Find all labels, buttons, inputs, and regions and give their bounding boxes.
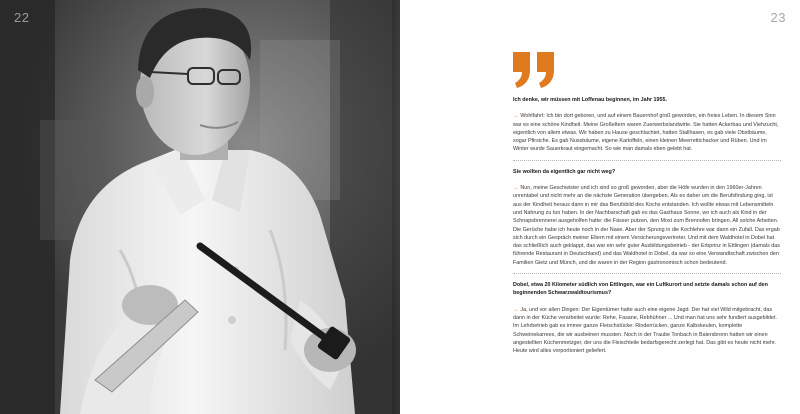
interview-question-2: Sie wollten da eigentlich gar nicht weg? (513, 168, 616, 175)
quote-icon (513, 52, 557, 88)
arrow-right-icon: → (513, 185, 519, 192)
interview-answer-2 (513, 184, 781, 267)
interview-text (513, 96, 781, 355)
interview-answer-2-text: Nun, meine Geschwister und ich sind so groß geworden, aber die Höfe wurden in den 1960er-Jahren unrentabel und nicht mehr an die nächste Generation übergeben. Als es daher um die Berufsfindung ging, ist aus der Kindheit heraus dann in mir das Berufsbild des Kochs entstanden. Ich wollte etwas mit Lebensmitteln und Nahrung zu tun haben. In der Nachbarschaft gab es das Gasthaus Sonne, wo ich auch als Kind in der Schnapsbrennerei ausgeholfen hatte: die Fässer putzen, den Most zum Brennofen bringen. All solche Arbeiten. Die Gerüche habe ich heute noch in der Nase. Aber der Sprung in die Kochlehre war dann ein Zufall. Das ergab sich durch ein Gespräch meiner Eltern mit einem Versicherungsvertreter. Und mit dem Waldhotel in Dobel hat das schließlich auch geklappt, das war ein sehr guter Ausbildungsbetrieb - der Erbprinz in Ettlingen (damals das führende Restaurant in Deutschland) und das Waldhotel in Dobel, da war so eine Verwandtschaft zwischen den Familien Gietz und Münch, und die waren in der Region gastronomisch schon bedeutend. (513, 185, 780, 266)
interview-answer-3-text: Ja, und vor allen Dingen: Der Eigentümer hatte auch eine eigene Jagd. Der hat viel Wild mitgebracht, das dann in der Küche verarbeitet wurde: Rehe, Fasane, Rebhühner ... Und man hat uns sehr fundiert ausgebildet. Im Lehrbetrieb gab es immer ganze Fleischstücke: Rinderrücken, ganze Kalbskeulen, komplette Schweinekarrees, die wir ausbeinen mussten. Noch in der Traube Tonbach in Baiersbronn hatten wir einen angestellten Küchenmetzger, der uns die Fleischteile bedarfsgerecht zerlegt hat. Das gibt es heute nicht mehr. Heute wird alles vorportioniert geliefert. (513, 306, 778, 355)
section-divider (513, 273, 781, 274)
right-page (400, 0, 800, 414)
interview-answer-1-text: Wohlfahrt: Ich bin dort geboren, und auf einem Bauernhof groß geworden, ein freies Leben. In diesem Sinn war es eine schöne Kindheit. Meine Großeltern waren Zuerwerbslandwirte. Sie hatten Ackerbau und Viehzucht, eigentlich von allem etwas. Wir haben zu Hause geschlachtet, hatten Stallhasen, es gab viele Obstbäume, sogar Pfirsiche. Es gab Nussbäume, eigene Kartoffeln, einen kleinen Meerrettichacker und Rüben. Und im Winter wurde Sauerkraut eingemacht. So wie man damals eben gelebt hat. (513, 113, 779, 153)
arrow-right-icon: → (513, 306, 519, 313)
page-number-left: 22 (14, 10, 30, 25)
section-divider (513, 160, 781, 161)
page-number-right: 23 (770, 10, 786, 25)
interview-question-1: Ich denke, wir müssen mit Loffenau beginnen, im Jahr 1955. (513, 97, 667, 103)
interview-question-3: Dobel, etwa 20 Kilometer südlich von Ettlingen, war ein Luftkurort und setzte damals schon auf den beginnenden Schwarzwaldtourismus? (513, 282, 768, 297)
interview-answer-3 (513, 306, 781, 356)
interview-answer-1 (513, 112, 781, 153)
arrow-right-icon: → (513, 113, 519, 120)
